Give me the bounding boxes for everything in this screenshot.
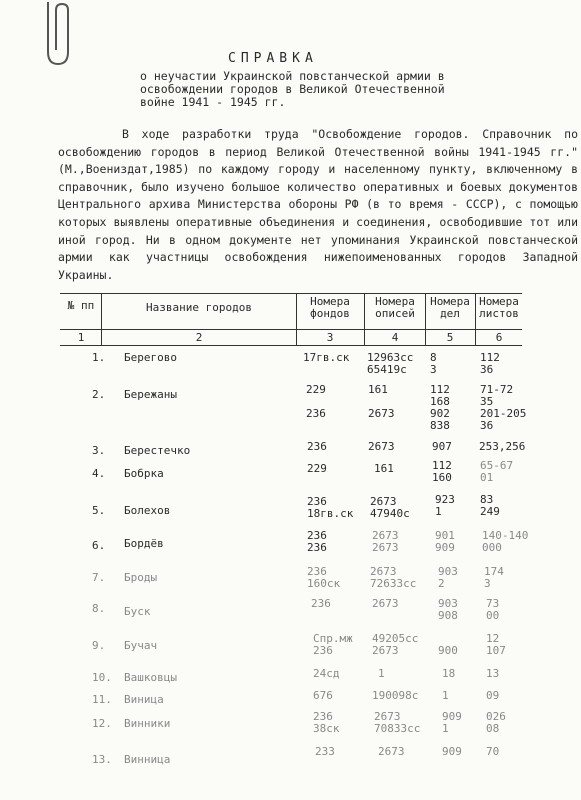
row-list: 253,256 [479, 440, 526, 453]
row-delo: 923 1 [435, 493, 455, 518]
row-fond: 236 [311, 597, 331, 610]
header-opis: Номера описей [375, 295, 415, 320]
row-fond: 676 [313, 689, 333, 702]
row-fond: 233 [315, 745, 335, 758]
row-city: Бордёв [124, 537, 164, 550]
row-num: 11. [92, 693, 112, 706]
col-divider [364, 293, 365, 345]
row-opis: 2673 [378, 745, 405, 758]
row-fond: 236 160ск [307, 565, 341, 590]
colnum: 1 [77, 331, 85, 344]
row-delo: 909 1 [442, 710, 462, 735]
row-list: 71-72 35 201-205 36 [480, 383, 527, 432]
row-delo: 900 [438, 644, 458, 657]
row-city: Винница [124, 753, 171, 766]
row-opis: 12963сс 65419с [367, 351, 414, 376]
row-fond: 236 38ск [313, 710, 340, 735]
row-num: 10. [92, 671, 112, 684]
row-num: 8. [92, 602, 106, 615]
table-colnum-rule [60, 345, 522, 346]
paper-clip-icon [34, 0, 74, 70]
row-opis: 161 2673 [368, 383, 395, 420]
row-opis: 2673 47940с [370, 495, 410, 520]
row-delo: 903 908 [438, 597, 458, 622]
row-city: Бережаны [124, 388, 177, 401]
row-delo: 112 168 902 838 [430, 383, 450, 432]
header-fond: Номера фондов [310, 295, 350, 320]
row-fond: 229 [307, 462, 327, 475]
row-list: 73 00 [486, 597, 500, 622]
row-list: 112 36 [480, 351, 500, 376]
row-delo: 1 [442, 689, 449, 702]
row-list: 65-67 01 [480, 459, 514, 484]
row-city: Берестечко [124, 444, 191, 457]
row-opis: 2673 [368, 440, 395, 453]
row-delo: 907 [432, 440, 452, 453]
row-delo: 903 2 [438, 565, 458, 590]
row-fond: 229 236 [306, 383, 326, 420]
row-num: 6. [92, 539, 106, 552]
row-fond: Спр.мж 236 [313, 632, 353, 657]
row-city: Винники [124, 717, 171, 730]
row-list: 13 [486, 667, 500, 680]
row-opis: 2673 72633сс [370, 565, 417, 590]
colnum: 5 [446, 331, 454, 344]
row-list: 83 249 [480, 493, 500, 518]
row-num: 2. [92, 388, 106, 401]
row-list: 70 [486, 745, 500, 758]
row-opis: 2673 [372, 597, 399, 610]
header-city: Название городов [146, 301, 252, 314]
row-city: Буск [124, 605, 151, 618]
row-city: Вашковцы [124, 671, 177, 684]
row-num: 12. [92, 717, 112, 730]
row-opis: 1 [378, 667, 385, 680]
row-opis: 2673 70833сс [374, 710, 421, 735]
header-delo: Номера дел [430, 295, 470, 320]
row-num: 7. [92, 571, 106, 584]
table-top-rule [60, 293, 522, 294]
row-opis: 161 [374, 462, 394, 475]
row-list: 174 3 [484, 565, 504, 590]
row-fond: 236 236 [307, 529, 327, 554]
header-list: Номера листов [479, 295, 519, 320]
colnum: 3 [326, 331, 334, 344]
row-delo: 112 160 [432, 459, 452, 484]
header-num: № пп [67, 299, 95, 312]
row-city: Бучач [124, 639, 158, 652]
row-opis: 2673 2673 [372, 529, 399, 554]
row-city: Броды [124, 571, 158, 584]
row-opis: 49205сс 2673 [372, 632, 419, 657]
table-header-rule [60, 329, 522, 330]
row-num: 3. [92, 444, 106, 457]
row-city: Болехов [124, 504, 171, 517]
col-divider [296, 293, 297, 345]
row-delo: 8 3 [430, 351, 437, 376]
row-list: 09 [486, 689, 500, 702]
row-num: 4. [92, 467, 106, 480]
row-fond: 24сд [313, 667, 340, 680]
colnum: 2 [195, 331, 203, 344]
row-num: 1. [92, 351, 106, 364]
colnum: 6 [495, 331, 503, 344]
row-list: 140-140 000 [482, 529, 529, 554]
row-delo: 18 [442, 667, 456, 680]
row-delo: 909 [442, 745, 462, 758]
row-opis: 190098с [372, 689, 419, 702]
row-city: Бобрка [124, 467, 164, 480]
document-subtitle: о неучастии Украинской повстанческой армии в освобождении городов в Великой Отечественной войне 1941 - 1945 гг. [140, 69, 445, 109]
row-city: Берегово [124, 351, 177, 364]
row-num: 13. [92, 753, 112, 766]
document-title: СПРАВКА [228, 51, 318, 66]
row-delo: 901 909 [435, 529, 455, 554]
row-num: 9. [92, 639, 106, 652]
row-fond: 236 18гв.ск [307, 495, 354, 520]
colnum: 4 [391, 331, 399, 344]
document-paragraph: В ходе разработки труда "Освобождение городов. Справочник по освобождению городов в период Великой Отечественной войны 1941-1945 гг." (М.,Воениздат,1985) по каждому городу и населенному пункту, включенному в справочник, было изучено большое количество оперативных и боевых документов Центрального архива Министерства обороны РФ (в то время - СССР), с помощью которых выявлены оперативные объединения и соединения, освободившие тот или иной город. Ни в одном документе нет упоминания Украинской повстанческой армии как участницы освобождения нижепоименованных городов Западной Украины. [58, 127, 578, 282]
row-list: 026 08 [486, 710, 506, 735]
row-fond: 236 [307, 440, 327, 453]
row-list: 12 107 [486, 632, 506, 657]
row-city: Виница [124, 693, 164, 706]
row-num: 5. [92, 504, 106, 517]
row-fond: 17гв.ск [303, 351, 350, 364]
